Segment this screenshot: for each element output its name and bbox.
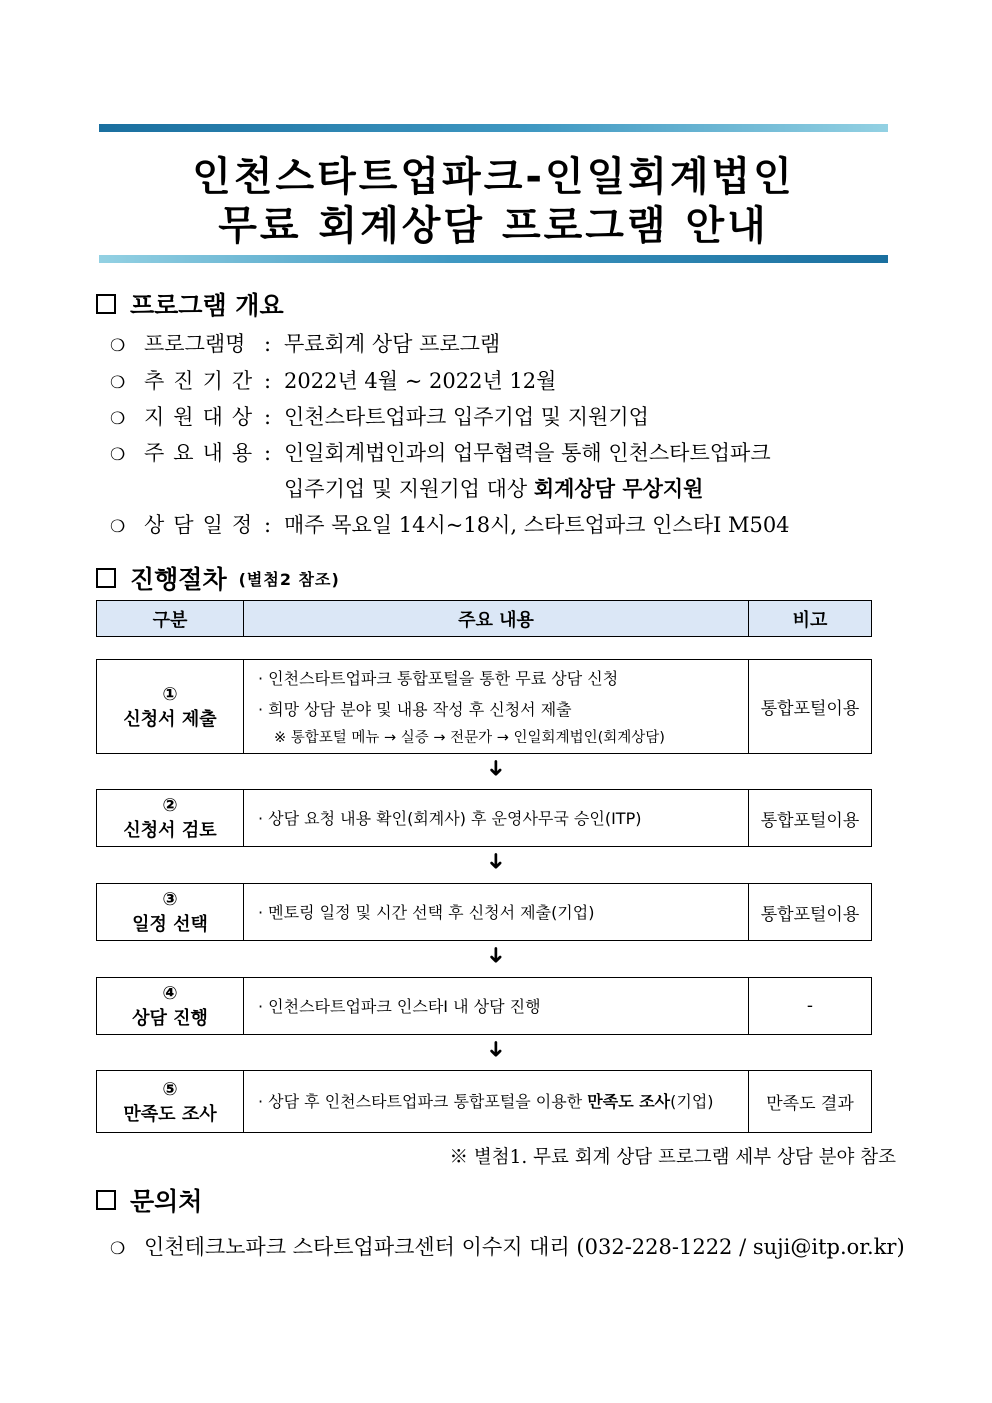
item-label: 프로그램명 [144, 332, 246, 356]
column-header-content: 주요 내용 [244, 601, 749, 637]
step-description-text: (기업) [670, 1092, 714, 1111]
contact-item [110, 1231, 905, 1261]
section-heading-contact [96, 1182, 202, 1218]
step-description-line: · 멘토링 일정 및 시간 선택 후 신청서 제출(기업) [258, 902, 595, 922]
step-description-line: · 희망 상담 분야 및 내용 작성 후 신청서 제출 [258, 699, 572, 719]
step-description-line [258, 1086, 747, 1117]
step-description-line: · 인천스타트업파크 인스타Ⅰ 내 상담 진행 [258, 996, 541, 1016]
section-heading-procedure [96, 560, 340, 596]
colon: : [264, 513, 272, 537]
step-name-cell [97, 790, 244, 847]
overview-item-schedule [110, 509, 790, 539]
checkbox-square-icon [96, 1190, 116, 1210]
procedure-step-2 [96, 789, 872, 847]
item-label: 상담일정 [144, 513, 262, 537]
item-value: 2022년 4월 ∼ 2022년 12월 [284, 369, 557, 393]
procedure-header-table [96, 600, 872, 637]
item-value: 무료회계 상담 프로그램 [284, 332, 501, 356]
step-name: 신청서 검토 [123, 820, 217, 841]
overview-item-period [110, 365, 556, 395]
step-number: ① [162, 683, 178, 705]
step-description-bold: 만족도 조사 [587, 1092, 671, 1111]
procedure-step-3 [96, 883, 872, 941]
overview-item-content [110, 437, 771, 467]
step-name-cell [97, 660, 244, 754]
section-heading-overview [96, 286, 284, 322]
procedure-step-5 [96, 1070, 872, 1133]
step-number: ⑤ [162, 1078, 178, 1100]
step-remark: 통합포털이용 [749, 884, 872, 941]
checkbox-square-icon [96, 568, 116, 588]
step-remark: 통합포털이용 [749, 660, 872, 754]
step-description [244, 660, 749, 754]
step-number: ③ [162, 889, 178, 910]
down-arrow-icon: ➜ [483, 945, 508, 965]
step-description [244, 790, 749, 847]
step-description [244, 978, 749, 1035]
step-remark: 통합포털이용 [749, 790, 872, 847]
item-value: 인일회계법인과의 업무협력을 통해 인천스타트업파크 [284, 441, 771, 465]
item-value-line2: 입주기업 및 지원기업 대상 [284, 477, 528, 501]
item-value: 인천스타트업파크 입주기업 및 지원기업 [284, 405, 649, 429]
item-label: 주요내용 [144, 441, 262, 465]
item-label: 추진기간 [144, 369, 262, 393]
overview-item-name [110, 328, 500, 358]
step-name: 만족도 조사 [123, 1103, 217, 1125]
step-remark: - [749, 978, 872, 1035]
overview-item-content-line2 [284, 473, 703, 503]
page-title-line-2: 무료 회계상담 프로그램 안내 [218, 203, 769, 249]
step-name-cell [97, 884, 244, 941]
column-header-category: 구분 [97, 601, 244, 637]
item-label: 지원대상 [144, 405, 262, 429]
procedure-step-4 [96, 977, 872, 1035]
section-title: 프로그램 개요 [130, 291, 284, 320]
footnote: ※ 별첨1. 무료 회계 상담 프로그램 세부 상담 분야 참조 [449, 1147, 896, 1168]
section-title: 진행절차 [130, 565, 227, 594]
step-description-line: · 상담 요청 내용 확인(회계사) 후 운영사무국 승인(ITP) [258, 808, 642, 828]
title-top-bar [99, 124, 888, 132]
column-header-remark: 비고 [749, 601, 872, 637]
circle-bullet-icon: ❍ [110, 1239, 126, 1259]
step-description-text: · 상담 후 인천스타트업파크 통합포털을 이용한 [258, 1092, 588, 1111]
step-description-line: · 인천스타트업파크 통합포털을 통한 무료 상담 신청 [258, 668, 619, 688]
circle-bullet-icon: ❍ [110, 336, 126, 356]
contact-text: 인천테크노파크 스타트업파크센터 이수지 대리 (032-228-1222 / suji@itp.or.kr) [144, 1235, 905, 1259]
title-bottom-bar [99, 255, 888, 263]
page-title-line-1: 인천스타트업파크-인일회계법인 [192, 154, 795, 200]
step-description-note: ※ 통합포털 메뉴 → 실증 → 전문가 → 인일회계법인(회계상담) [274, 729, 665, 746]
down-arrow-icon: ➜ [483, 851, 508, 871]
circle-bullet-icon: ❍ [110, 517, 126, 537]
step-description [244, 884, 749, 941]
down-arrow-icon: ➜ [483, 758, 508, 778]
step-name: 신청서 제출 [123, 708, 217, 730]
colon: : [264, 441, 272, 465]
checkbox-square-icon [96, 294, 116, 314]
step-number: ④ [162, 983, 178, 1004]
overview-item-target [110, 401, 649, 431]
colon: : [264, 405, 272, 429]
step-name-cell [97, 1071, 244, 1133]
step-name: 상담 진행 [132, 1008, 208, 1029]
section-subtitle: (별첨2 참조) [238, 569, 340, 589]
step-description [244, 1071, 749, 1133]
colon: : [264, 369, 272, 393]
item-value: 매주 목요일 14시~18시, 스타트업파크 인스타Ⅰ M504 [284, 513, 790, 537]
circle-bullet-icon: ❍ [110, 445, 126, 465]
section-title: 문의처 [130, 1187, 203, 1216]
down-arrow-icon: ➜ [483, 1039, 508, 1059]
circle-bullet-icon: ❍ [110, 409, 126, 429]
procedure-step-1 [96, 659, 872, 754]
item-value-bold: 회계상담 무상지원 [533, 476, 704, 501]
step-name: 일정 선택 [132, 914, 208, 935]
step-remark: 만족도 결과 [749, 1071, 872, 1133]
step-number: ② [162, 795, 178, 816]
step-name-cell [97, 978, 244, 1035]
circle-bullet-icon: ❍ [110, 373, 126, 393]
colon: : [264, 332, 272, 356]
